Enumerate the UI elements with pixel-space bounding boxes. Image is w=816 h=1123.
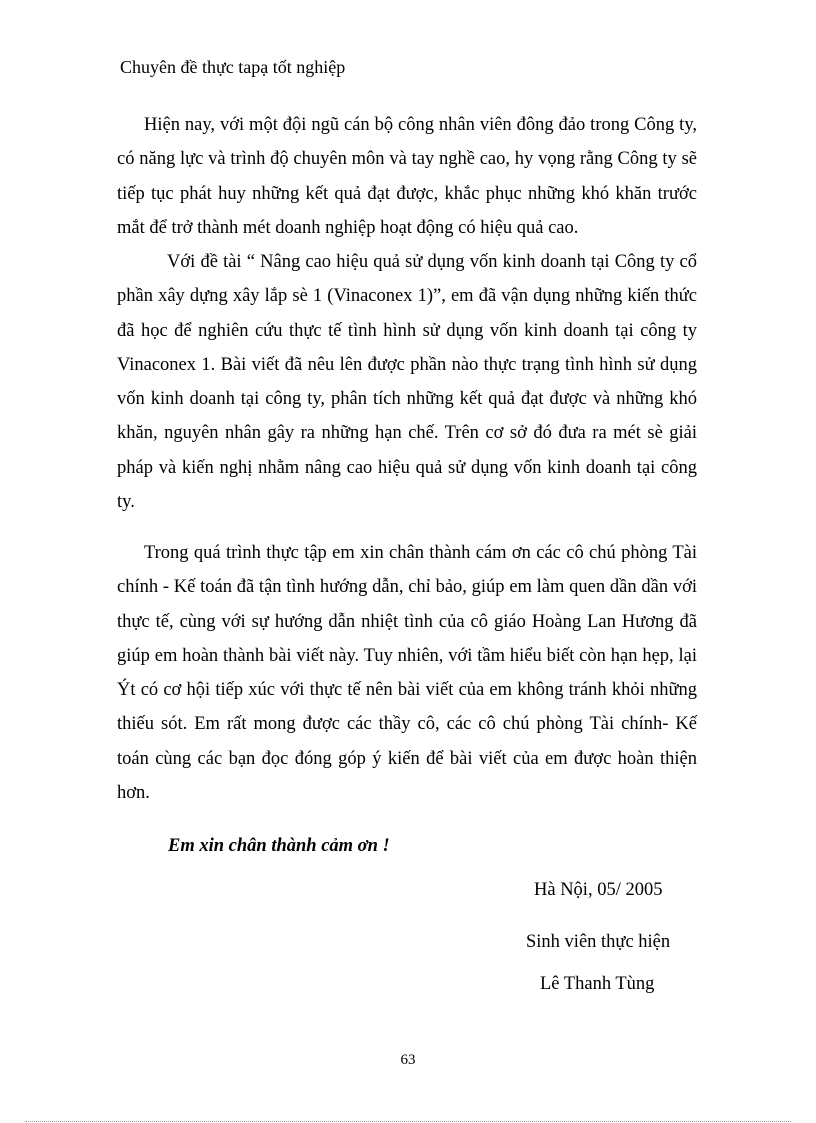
paragraph-thanks: Trong quá trình thực tập em xin chân thành cám ơn các cô chú phòng Tài chính - Kế toán đã tận tình hướng dẫn, chỉ bảo, giúp em làm quen dần dần với thực tế, cùng với sự hướng dẫn nhiệt tình của cô giáo Hoàng Lan Hương đã giúp em hoàn thành bài viết này. Tuy nhiên, với tầm hiểu biết còn hạn hẹp, lại Ýt có cơ hội tiếp xúc với thực tế nên bài viết của em không tránh khỏi những thiếu sót. Em rất mong được các thầy cô, các cô chú phòng Tài chính- Kế toán cùng các bạn đọc đóng góp ý kiến để bài viết của em được hoàn thiện hơn. (117, 543, 697, 804)
running-header: Chuyên đề thực tapạ tốt nghiệp (120, 57, 346, 77)
signature-role: Sinh viên thực hiện (526, 932, 671, 952)
signature-date: Hà Nội, 05/ 2005 (534, 880, 663, 900)
page-bottom-divider (25, 1121, 791, 1122)
signature-name: Lê Thanh Tùng (540, 974, 655, 994)
paragraph-topic: Với đề tài “ Nâng cao hiệu quả sử dụng vốn kinh doanh tại Công ty cổ phần xây dựng xây lắp sè 1 (Vinaconex 1)”, em đã vận dụng những kiến thức đã học để nghiên cứu thực tế tình hình sử dụng vốn kinh doanh tại công ty Vinaconex 1. Bài viết đã nêu lên được phần nào thực trạng tình hình sử dụng vốn kinh doanh tại công ty, phân tích những kết quả đạt được và những khó khăn, nguyên nhân gây ra những hạn chế. Trên cơ sở đó đưa ra mét sè giải pháp và kiến nghị nhằm nâng cao hiệu quả sử dụng vốn kinh doanh tại công ty. (117, 252, 697, 513)
paragraph-intro: Hiện nay, với một đội ngũ cán bộ công nhân viên đông đảo trong Công ty, có năng lực và trình độ chuyên môn và tay nghề cao, hy vọng rằng Công ty sẽ tiếp tục phát huy những kết quả đạt được, khắc phục những khó khăn trước mắt để trở thành mét doanh nghiệp hoạt động có hiệu quả cao. (117, 115, 697, 238)
closing-line: Em xin chân thành cảm ơn ! (168, 836, 390, 856)
page-number: 63 (400, 1052, 416, 1068)
